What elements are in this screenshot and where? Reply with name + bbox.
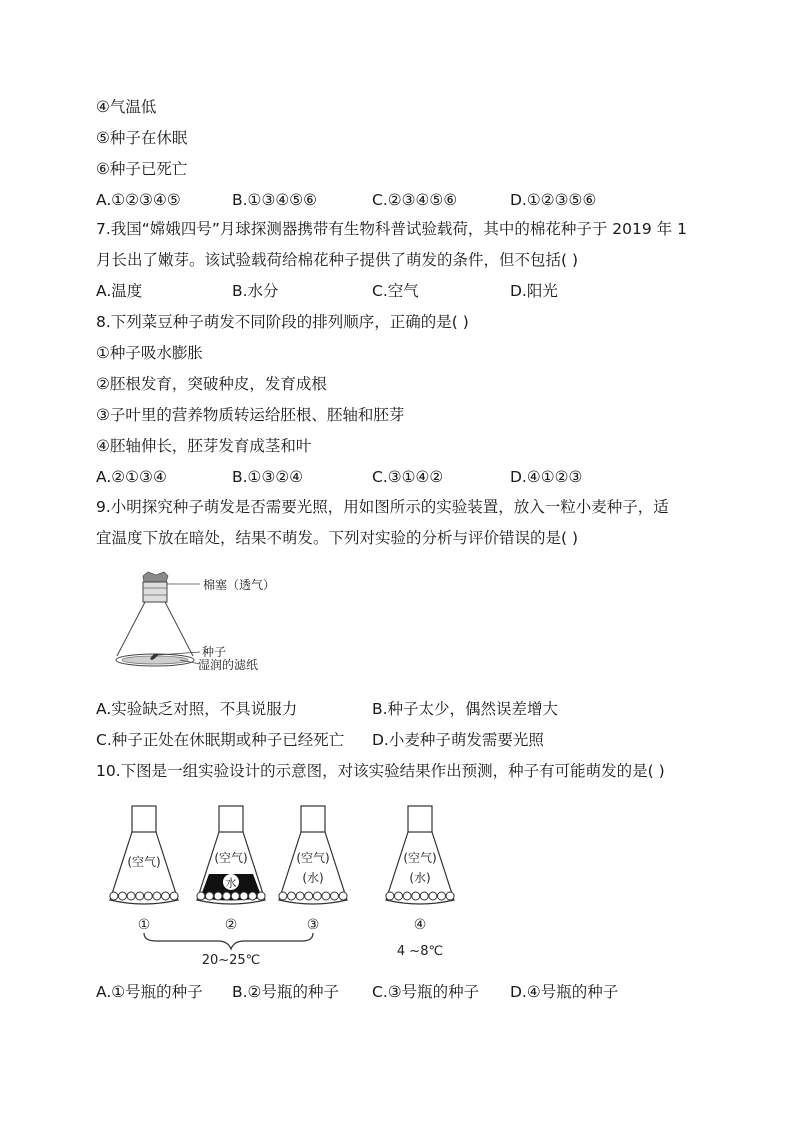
temperature-brace — [144, 933, 313, 949]
flask-1-neck — [132, 806, 156, 832]
seed — [395, 892, 403, 900]
seed — [223, 892, 231, 900]
seed — [412, 892, 420, 900]
flask-4 — [386, 806, 454, 904]
flask-1 — [110, 806, 178, 904]
cotton-plug — [143, 572, 168, 582]
q9-option-c: C.种子正处在休眠期或种子已经死亡 — [96, 731, 345, 749]
q10-option-a: A.①号瓶的种子 — [96, 983, 203, 1001]
seed — [322, 892, 330, 900]
flask-3-seeds — [279, 892, 347, 900]
flask-number-3: ③ — [306, 917, 320, 933]
seed — [144, 892, 152, 900]
seed — [296, 892, 304, 900]
q9-options-row2 — [96, 729, 716, 751]
q9-option-a: A.实验缺乏对照，不具说服力 — [96, 700, 298, 718]
flask-wall-left — [117, 602, 145, 656]
q9-option-d: D.小麦种子萌发需要光照 — [372, 731, 544, 749]
flask-wall-right — [165, 602, 193, 656]
seed — [110, 892, 118, 900]
seed — [136, 892, 144, 900]
q7-option-a: A.温度 — [96, 282, 143, 300]
flask-number-2: ② — [224, 917, 238, 933]
seed — [153, 892, 161, 900]
q8-option-c: C.③①④② — [372, 468, 444, 486]
q10-options — [96, 981, 716, 1003]
q6-option-c: C.②③④⑤⑥ — [372, 191, 458, 209]
seed — [214, 892, 222, 900]
seed — [279, 892, 287, 900]
q6-option-b: B.①③④⑤⑥ — [232, 191, 318, 209]
flask-neck — [143, 582, 167, 602]
flask-2-neck — [219, 806, 243, 832]
flask-3-water-label: (水) — [302, 871, 324, 885]
flask-4-water-label: (水) — [409, 871, 431, 885]
q8-option-a: A.②①③④ — [96, 468, 167, 486]
q8-item-4: ④胚轴伸长，胚芽发育成茎和叶 — [96, 437, 312, 455]
q6-item-6: ⑥种子已死亡 — [96, 160, 188, 178]
q7-option-d: D.阳光 — [510, 282, 558, 300]
q8-option-b: B.①③②④ — [232, 468, 304, 486]
seed — [170, 892, 178, 900]
q8-item-1: ①种子吸水膨胀 — [96, 344, 203, 362]
seed — [420, 892, 428, 900]
flask-1-seeds — [110, 892, 178, 900]
q7-options — [96, 280, 716, 302]
seed — [305, 892, 313, 900]
q7-option-b: B.水分 — [232, 282, 279, 300]
seed — [339, 892, 347, 900]
seed — [127, 892, 135, 900]
q9-stem-line2: 宜温度下放在暗处，结果不萌发。下列对实验的分析与评价错误的是( ) — [96, 529, 579, 547]
seed — [313, 892, 321, 900]
q8-option-d: D.④①②③ — [510, 468, 583, 486]
flask-2-air-label: (空气) — [214, 851, 248, 865]
flask-4-air-label: (空气) — [403, 851, 437, 865]
seed — [386, 892, 394, 900]
q6-option-a: A.①②③④⑤ — [96, 191, 181, 209]
q7-stem-line2: 月长出了嫩芽。该试验载荷给棉花种子提供了萌发的条件，但不包括( ) — [96, 251, 579, 269]
seed — [438, 892, 446, 900]
q8-stem: 8.下列菜豆种子萌发不同阶段的排列顺序，正确的是( ) — [96, 313, 469, 331]
q9-options-row1 — [96, 698, 716, 720]
seed — [429, 892, 437, 900]
q10-option-b: B.②号瓶的种子 — [232, 983, 339, 1001]
q10-option-d: D.④号瓶的种子 — [510, 983, 619, 1001]
temperature-single-label: 4 ~8℃ — [396, 944, 444, 959]
flask-2-water-label: 水 — [225, 876, 237, 890]
q9-stem-line1: 9.小明探究种子萌发是否需要光照，用如图所示的实验装置，放入一粒小麦种子，适 — [96, 498, 669, 516]
temperature-group-label: 20~25℃ — [201, 953, 261, 968]
seed — [231, 892, 239, 900]
label-cotton-plug: 棉塞（透气） — [203, 578, 276, 592]
flask-3-neck — [301, 806, 325, 832]
label-seed: 种子 — [202, 645, 227, 659]
q6-item-4: ④气温低 — [96, 98, 157, 116]
seed — [331, 892, 339, 900]
seed — [197, 892, 205, 900]
seed — [403, 892, 411, 900]
q10-stem: 10.下图是一组实验设计的示意图，对该实验结果作出预测，种子有可能萌发的是( ) — [96, 762, 665, 780]
seed — [257, 892, 265, 900]
q9-apparatus-figure — [110, 568, 290, 678]
q6-item-5: ⑤种子在休眠 — [96, 129, 188, 147]
seed — [162, 892, 170, 900]
flask-4-neck — [408, 806, 432, 832]
q10-flasks-figure — [100, 800, 480, 968]
q8-item-2: ②胚根发育，突破种皮，发育成根 — [96, 375, 327, 393]
flask-3 — [279, 806, 347, 904]
q8-options — [96, 466, 716, 488]
seed — [446, 892, 454, 900]
flask-3-air-label: (空气) — [296, 851, 330, 865]
seed — [119, 892, 127, 900]
seed — [240, 892, 248, 900]
q7-option-c: C.空气 — [372, 282, 419, 300]
q8-item-3: ③子叶里的营养物质转运给胚根、胚轴和胚芽 — [96, 406, 405, 424]
seed — [249, 892, 257, 900]
flask-number-1: ① — [137, 917, 151, 933]
q7-stem-line1: 7.我国“嫦娥四号”月球探测器携带有生物科普试验载荷，其中的棉花种子于 2019 年 1 — [96, 220, 687, 238]
seed — [206, 892, 214, 900]
q10-option-c: C.③号瓶的种子 — [372, 983, 480, 1001]
flask-number-4: ④ — [413, 917, 427, 933]
flask-2 — [197, 806, 265, 904]
label-filter-paper: 湿润的滤纸 — [198, 658, 259, 672]
q6-option-d: D.①②③⑤⑥ — [510, 191, 597, 209]
flask-4-seeds — [386, 892, 454, 900]
q6-options — [96, 189, 716, 211]
flask-1-air-label: (空气) — [127, 855, 161, 869]
q9-option-b: B.种子太少，偶然误差增大 — [372, 700, 559, 718]
seed — [288, 892, 296, 900]
leader-line — [158, 652, 200, 655]
